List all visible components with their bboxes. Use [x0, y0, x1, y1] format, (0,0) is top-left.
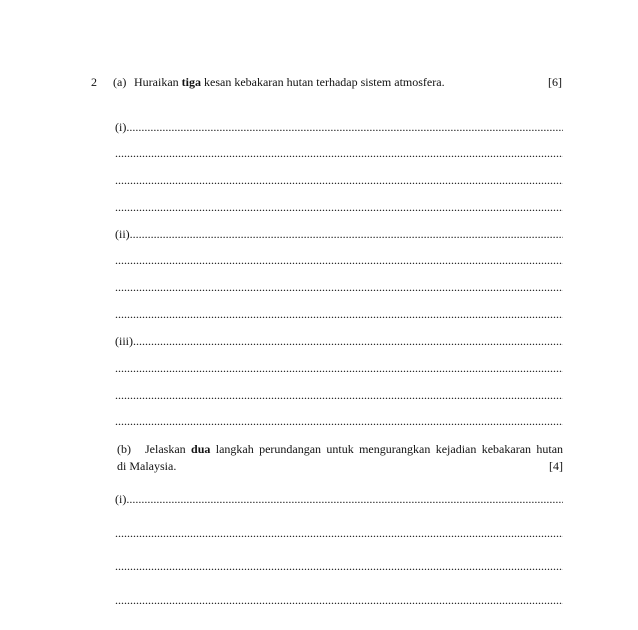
- answer-line-a-iii-2[interactable]: [115, 361, 563, 375]
- answer-line-a-i-4[interactable]: [115, 200, 563, 214]
- part-b-question: [145, 442, 563, 456]
- answer-line-a-i[interactable]: [115, 120, 563, 134]
- answer-line-b-i-3[interactable]: [115, 559, 563, 573]
- question-number: 2: [91, 75, 97, 89]
- answer-line-a-ii-4[interactable]: [115, 307, 563, 321]
- dotted-line: [115, 388, 563, 402]
- dotted-line: [115, 173, 563, 187]
- answer-line-a-ii[interactable]: [115, 227, 563, 241]
- dotted-line: [115, 200, 563, 214]
- part-b-marks: [4]: [549, 459, 563, 473]
- answer-line-a-i-3[interactable]: [115, 173, 563, 187]
- dotted-line: [115, 146, 563, 160]
- part-a-text-after: kesan kebakaran hutan terhadap sistem atmosfera.: [204, 75, 445, 89]
- answer-label-a-ii: (ii): [115, 227, 130, 241]
- answer-line-a-iii-3[interactable]: [115, 388, 563, 402]
- dotted-line: [115, 593, 563, 607]
- answer-line-b-i-4[interactable]: [115, 593, 563, 607]
- dotted-line: [115, 559, 563, 573]
- part-b-question-line2: di Malaysia.: [117, 459, 177, 473]
- answer-line-a-iii[interactable]: [115, 334, 563, 348]
- part-b-label: (b): [117, 442, 131, 456]
- dotted-line: [126, 492, 563, 506]
- dotted-line: [130, 227, 563, 241]
- part-a-question: [134, 75, 445, 89]
- answer-line-a-ii-2[interactable]: [115, 253, 563, 267]
- dotted-line: [126, 120, 563, 134]
- part-a-emphasis: tiga: [181, 75, 201, 89]
- dotted-line: [115, 414, 563, 428]
- answer-label-a-iii: (iii): [115, 334, 133, 348]
- dotted-line: [115, 361, 563, 375]
- answer-line-a-iii-4[interactable]: [115, 414, 563, 428]
- dotted-line: [115, 253, 563, 267]
- part-a-marks: [6]: [548, 75, 562, 89]
- answer-line-b-i[interactable]: [115, 492, 563, 506]
- dotted-line: [115, 307, 563, 321]
- dotted-line: [133, 334, 563, 348]
- answer-label-a-i: (i): [115, 120, 127, 134]
- answer-line-b-i-2[interactable]: [115, 526, 563, 540]
- answer-line-a-i-2[interactable]: [115, 146, 563, 160]
- part-b-text-before: Jelaskan: [145, 442, 186, 456]
- dotted-line: [115, 526, 563, 540]
- part-b-text-after: langkah perundangan untuk mengurangkan kejadian kebakaran hutan: [215, 442, 564, 456]
- part-b-emphasis: dua: [191, 442, 211, 456]
- answer-line-a-ii-3[interactable]: [115, 280, 563, 294]
- answer-label-b-i: (i): [115, 492, 127, 506]
- part-a-text-before: Huraikan: [134, 75, 179, 89]
- dotted-line: [115, 280, 563, 294]
- part-a-label: (a): [113, 75, 127, 89]
